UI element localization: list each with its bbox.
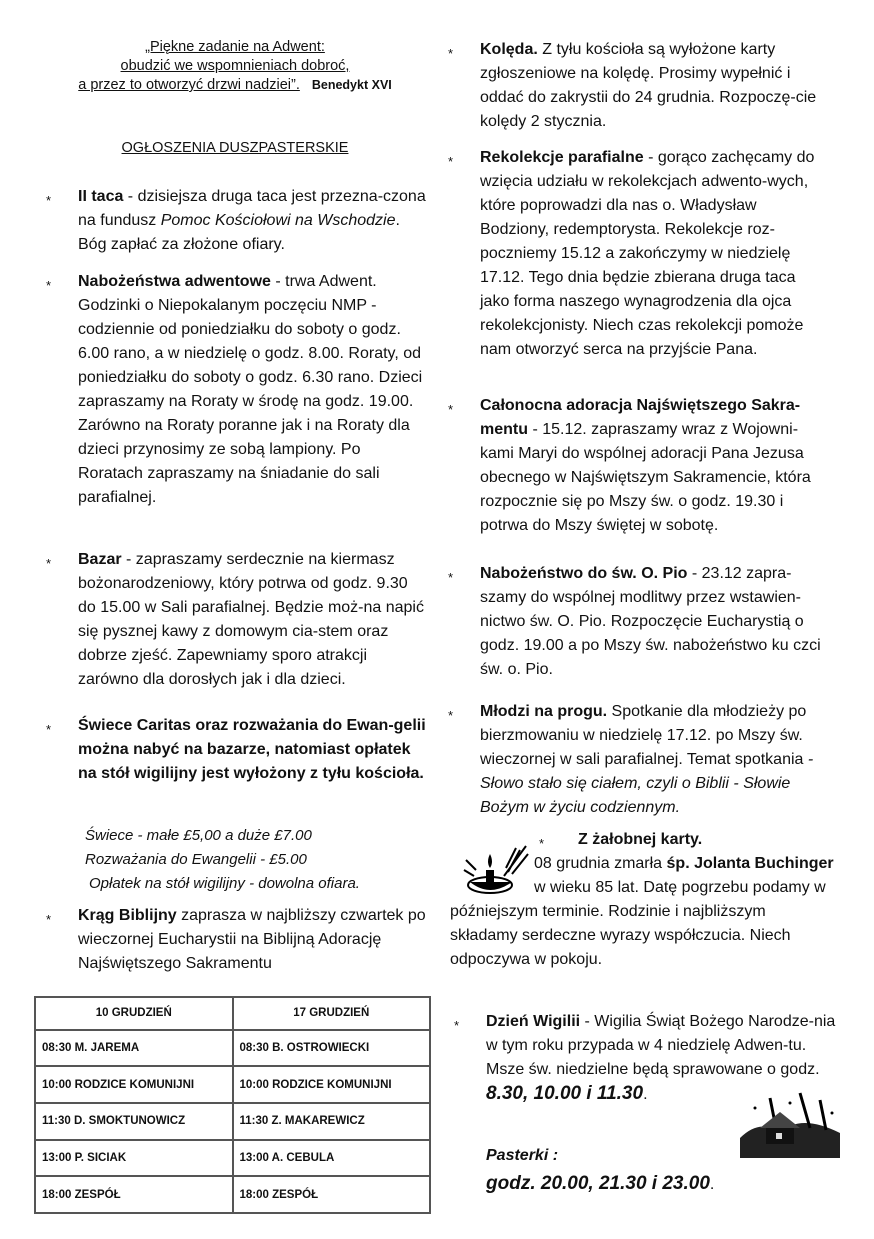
table-header: 10 GRUDZIEŃ [35,997,233,1030]
announcement-mlodzi [448,700,825,820]
table-cell: 13:00 P. SICIAK [35,1140,233,1177]
mass-schedule-table [34,996,431,1214]
quote-line-1: „Piękne zadanie na Adwent: [145,39,325,55]
announcement-swiece [46,714,428,786]
announcement-rekolekcje [448,146,825,362]
announcement-koleda [448,38,825,134]
bullet-icon: * [539,836,545,851]
item-title: Świece Caritas oraz rozważania do Ewan-gelii można nabyć na bazarze, natomiast opłatek na stół wigilijny jest wyłożony z tyłu kościoła. [78,717,426,782]
table-row [35,1176,430,1213]
table-cell: 18:00 ZESPÓŁ [233,1176,431,1213]
winter-cottage-icon [740,1088,840,1158]
price-line: Rozważania do Ewangelii - £5.00 [85,851,307,868]
item-title: Całonocna adoracja Najświętszego Sakra-mentu [480,397,801,438]
item-text: - zapraszamy serdecznie na kiermasz bożonarodzeniowy, który potrwa od godz. 9.30 do 15.00 w Sali parafialnej. Będzie moż-na napić się pysznej kawy z domowym cia-stem oraz dobrze zjeść. Zapewniamy sporo atrakcji zarówno dla dorosłych jak i dla dzieci. [78,551,424,688]
item-title: Kolęda. [480,41,538,58]
item-text: - gorąco zachęcamy do wzięcia udziału w rekolekcjach adwento-wych, które poprowadzi dla nas o. Władysław Bodziony, redemptorysta. Rekolekcje roz-poczniemy 15.12 a zakończymy w niedzielę 17.12. Tego dnia będzie zbierana druga taca jako forma naszego wynagrodzenia dla ojca rekolekcjonisty. Niech czas rekolekcji pomoże nam otworzyć serca na przyjście Pana. [480,149,815,358]
table-cell: 11:30 D. SMOKTUNOWICZ [35,1103,233,1140]
table-cell: 18:00 ZESPÓŁ [35,1176,233,1213]
bullet-icon: * [448,570,454,585]
announcement-adwent [46,270,428,510]
mass-times: 8.30, 10.00 i 11.30 [486,1083,644,1104]
item-title: Bazar [78,551,122,568]
item-title: II taca [78,188,124,205]
quote-author: Benedykt XVI [311,78,392,92]
item-text: zaprasza w najbliższy czwartek po wieczornej Eucharystii na Biblijną Adorację Najświętszego Sakramentu [78,907,426,972]
bullet-icon: * [46,722,52,737]
item-text: . Bóg zapłać za złożone ofiary. [78,212,400,253]
pasterki-times-text: godz. 20.00, 21.30 i 23.00 [486,1173,710,1194]
page-heading: OGŁOSZENIA DUSZPASTERSKIE [121,140,349,156]
table-cell: 10:00 RODZICE KOMUNIJNI [35,1066,233,1103]
announcement-wigilia: * Dzień Wigilii - Wigilia Świąt Bożego Narodze-nia w tym roku przypada w 4 niedzielę Adwen-tu. Msze św. niedzielne będą sprawowane o godz. 8.30, 10.00 i 11.30. [454,1013,836,1104]
announcement-bazar [46,548,428,692]
table-cell: 11:30 Z. MAKAREWICZ [233,1103,431,1140]
announcement-adoracja [448,394,825,538]
table-header-row [35,997,430,1030]
pasterki-times: godz. 20.00, 21.30 i 23.00. [486,1173,715,1194]
price-list [85,824,415,896]
item-text: Z tyłu kościoła są wyłożone karty zgłoszeniowe na kolędę. Prosimy wypełnić i oddać do zakrystii do 24 grudnia. Rozpoczę-cie kolędy 2 stycznia. [480,41,817,130]
item-title: Dzień Wigilii [486,1013,581,1030]
obituary-title: Z żałobnej karty. [578,831,703,848]
obituary-body [450,828,835,972]
item-text: Spotkanie dla młodzieży po bierzmowaniu w niedzielę 17.12. po Mszy św. wieczornej w sali parafialnej. Temat spotkania [480,703,808,768]
table-row [35,1140,430,1177]
pasterki-label: Pasterki : [486,1147,559,1164]
bullet-icon: * [46,278,52,293]
price-line: Świece - małe £5,00 a duże £7.00 [85,827,312,844]
table-row [35,1103,430,1140]
quote-line-3: a przez to otworzyć drzwi nadziei”. [78,77,300,93]
item-text: - trwa Adwent. Godzinki o Niepokalanym poczęciu NMP - codziennie od poniedziałku do soboty o godz. 6.00 rano, a w niedzielę o godz. 8.00. Roraty, od poniedziałku do soboty o godz. 6.30 rano. Dzieci zapraszamy na Roraty w środę na godz. 19.00. Zarówno na Roraty poranne jak i na Roraty dla dzieci przynosimy ze sobą lampiony. Po Roratach zapraszamy na śniadanie do sali parafialnej. [78,273,423,506]
announcement-ojciec-pio [448,562,825,682]
table-header: 17 GRUDZIEŃ [233,997,431,1030]
table-row [35,1066,430,1103]
obituary-text: w wieku 85 lat. Datę pogrzebu podamy w późniejszym terminie. Rodzinie i najbliższym składamy serdeczne wyrazy współczucia. Niech odpoczywa w pokoju. [450,879,826,968]
bullet-icon: * [454,1018,460,1033]
bullet-icon: * [46,912,52,927]
item-title: Młodzi na progu. [480,703,608,720]
bullet-icon: * [46,556,52,571]
item-italic: Pomoc Kościołowi na Wschodzie [160,212,396,229]
item-italic: - Słowo stało się ciałem, czyli o Biblii - Słowie Bożym w życiu codziennym. [480,751,814,816]
bullet-icon: * [448,402,454,417]
announcement-krag-biblijny [46,904,433,976]
bullet-icon: * [448,154,454,169]
table-cell: 10:00 RODZICE KOMUNIJNI [233,1066,431,1103]
item-title: Nabożeństwa adwentowe [78,273,271,290]
item-text: - 23.12 zapra-szamy do wspólnej modlitwy przez wstawien-nictwo św. O. Pio. Rozpoczęcie Eucharystią o godz. 19.00 a po Mszy św. nabożeństwo ku czci św. o. Pio. [480,565,821,678]
item-title: Rekolekcje parafialne [480,149,644,166]
obituary-name: śp. Jolanta Buchinger [666,855,834,872]
item-title: Krąg Biblijny [78,907,177,924]
table-cell: 08:30 B. OSTROWIECKI [233,1030,431,1067]
item-text: - dzisiejsza druga taca jest przezna-czona na fundusz [78,188,426,229]
table-cell: 08:30 M. JAREMA [35,1030,233,1067]
item-text: - 15.12. zapraszamy wraz z Wojowni-kami Maryi do wspólnej adoracji Pana Jezusa obecnego w Najświętszym Sakramencie, która rozpocznie się po Mszy św. o godz. 19.30 i potrwa do Mszy świętej w sobotę. [480,421,811,534]
table-cell: 13:00 A. CEBULA [233,1140,431,1177]
bullet-icon: * [448,708,454,723]
item-title: Nabożeństwo do św. O. Pio [480,565,688,582]
item-text: - Wigilia Świąt Bożego Narodze-nia w tym roku przypada w 4 niedzielę Adwen-tu. Msze św. niedzielne będą sprawowane o godz. [486,1013,836,1078]
announcement-taca [46,185,428,257]
bullet-icon: * [448,46,454,61]
price-line: Opłatek na stół wigilijny - dowolna ofiara. [89,875,360,892]
bullet-icon: * [46,193,52,208]
quote-line-2: obudzić we wspomnieniach dobroć, [120,58,350,74]
table-row [35,1030,430,1067]
obituary-text: 08 grudnia zmarła [534,855,667,872]
opening-quote [40,38,430,95]
